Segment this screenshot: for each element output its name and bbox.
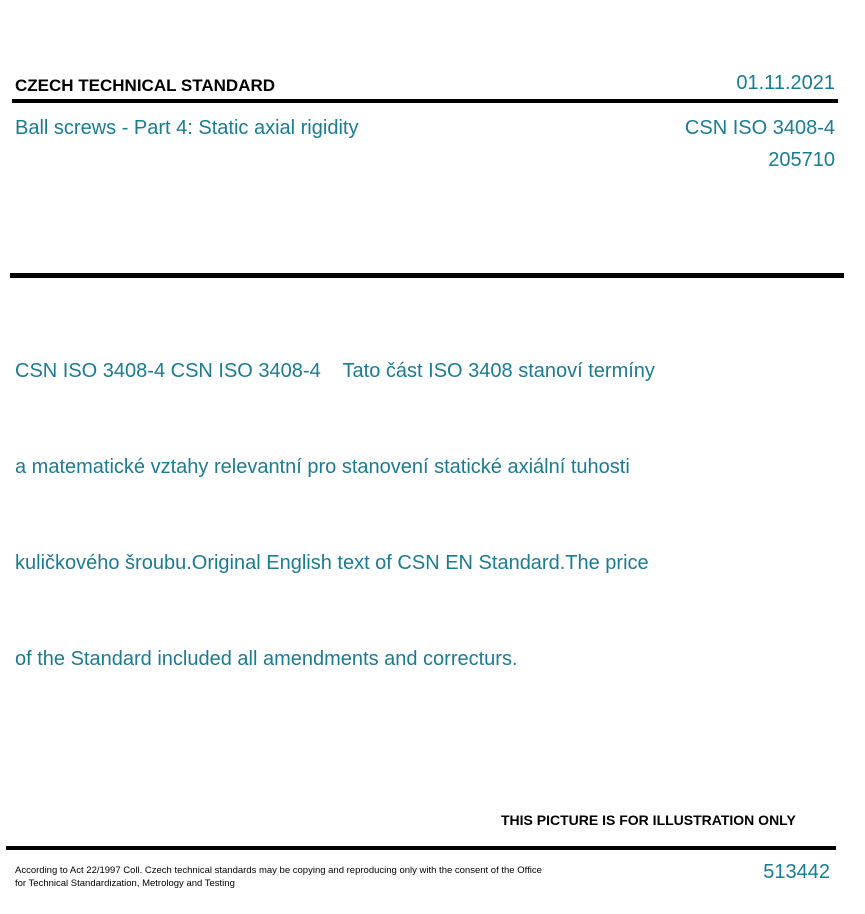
- description-line: a matematické vztahy relevantní pro stanovení statické axiální tuhosti: [15, 456, 630, 478]
- document-category: CZECH TECHNICAL STANDARD: [15, 76, 276, 95]
- description-line: of the Standard included all amendments and correcturs.: [15, 648, 518, 670]
- legal-notice-line: for Technical Standardization, Metrology and Testing: [15, 878, 235, 889]
- catalog-number: 205710: [768, 149, 835, 171]
- legal-notice-line: According to Act 22/1997 Coll. Czech technical standards may be copying and reproducing only with the consent of the Office: [15, 865, 542, 876]
- issue-date: 01.11.2021: [736, 72, 835, 94]
- description-line: kuličkového šroubu.Original English text of CSN EN Standard.The price: [15, 552, 649, 574]
- description: [15, 291, 655, 707]
- standard-code: CSN ISO 3408-4: [684, 117, 835, 139]
- standard-title: Ball screws - Part 4: Static axial rigidity: [15, 117, 359, 139]
- title-divider: [10, 273, 844, 278]
- description-line: CSN ISO 3408-4 CSN ISO 3408-4 Tato část ISO 3408 stanoví termíny: [15, 360, 655, 382]
- header-divider: [12, 99, 838, 103]
- illustration-note: THIS PICTURE IS FOR ILLUSTRATION ONLY: [501, 812, 796, 828]
- legal-notice: [15, 864, 542, 890]
- footer-id: 513442: [763, 861, 830, 883]
- footer-divider: [6, 846, 836, 850]
